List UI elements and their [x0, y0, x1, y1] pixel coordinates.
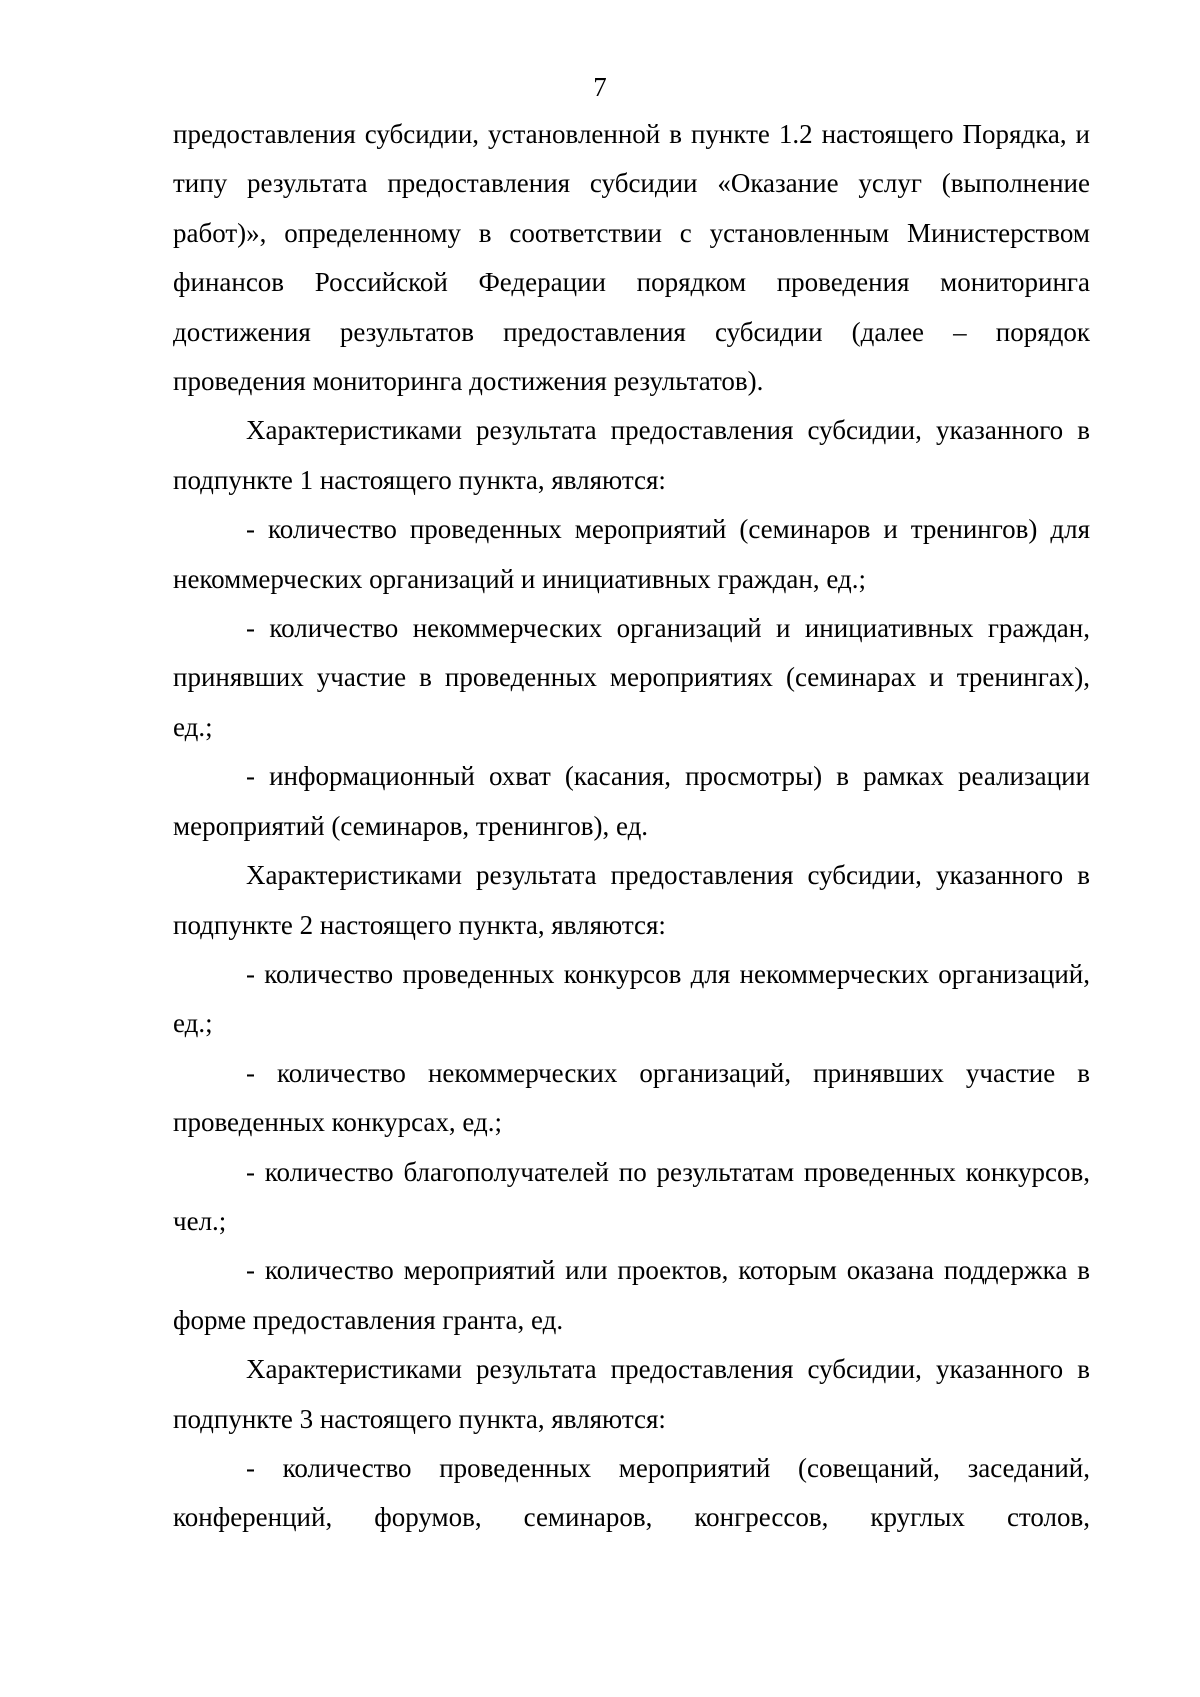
- list-item-contest-participants: - количество некоммерческих организаций, принявших участие в проведенных конкурсах, ед.;: [173, 1057, 1090, 1138]
- list-item-participants-count: - количество некоммерческих организаций и инициативных граждан, принявших участие в проведенных мероприятиях (семинарах и тренингах), ед.;: [173, 613, 1090, 742]
- page-number: 7: [593, 72, 607, 102]
- list-item-contests-count: - количество проведенных конкурсов для некоммерческих организаций, ед.;: [173, 958, 1090, 1039]
- list-item-grant-projects: - количество мероприятий или проектов, которым оказана поддержка в форме предоставления гранта, ед.: [173, 1255, 1090, 1335]
- paragraph-intro-continuation: предоставления субсидии, установленной в пункте 1.2 настоящего Порядка, и типу результата предоставления субсидии «Оказание услуг (выполнение работ)», определенному в соответствии с установленным Министерством финансов Российской Федерации порядком проведения мониторинга достижения результатов предоставления субсидии (далее – порядок проведения мониторинга достижения результатов).: [173, 119, 1090, 397]
- list-item-beneficiaries: - количество благополучателей по результатам проведенных конкурсов, чел.;: [173, 1156, 1090, 1236]
- paragraph-characteristics-3: Характеристиками результата предоставления субсидии, указанного в подпункте 3 настоящего пункта, являются:: [173, 1354, 1090, 1434]
- list-item-events-count: - количество проведенных мероприятий (семинаров и тренингов) для некоммерческих организаций и инициативных граждан, ед.;: [173, 514, 1090, 594]
- paragraph-characteristics-2: Характеристиками результата предоставления субсидии, указанного в подпункте 2 настоящего пункта, являются:: [173, 860, 1090, 940]
- document-body: [173, 110, 1090, 1543]
- list-item-information-reach: - информационный охват (касания, просмотры) в рамках реализации мероприятий (семинаров, тренингов), ед.: [173, 761, 1090, 841]
- list-item-meetings-count: - количество проведенных мероприятий (совещаний, заседаний, конференций, форумов, семинаров, конгрессов, круглых столов,: [173, 1452, 1090, 1533]
- paragraph-characteristics-1: Характеристиками результата предоставления субсидии, указанного в подпункте 1 настоящего пункта, являются:: [173, 415, 1090, 495]
